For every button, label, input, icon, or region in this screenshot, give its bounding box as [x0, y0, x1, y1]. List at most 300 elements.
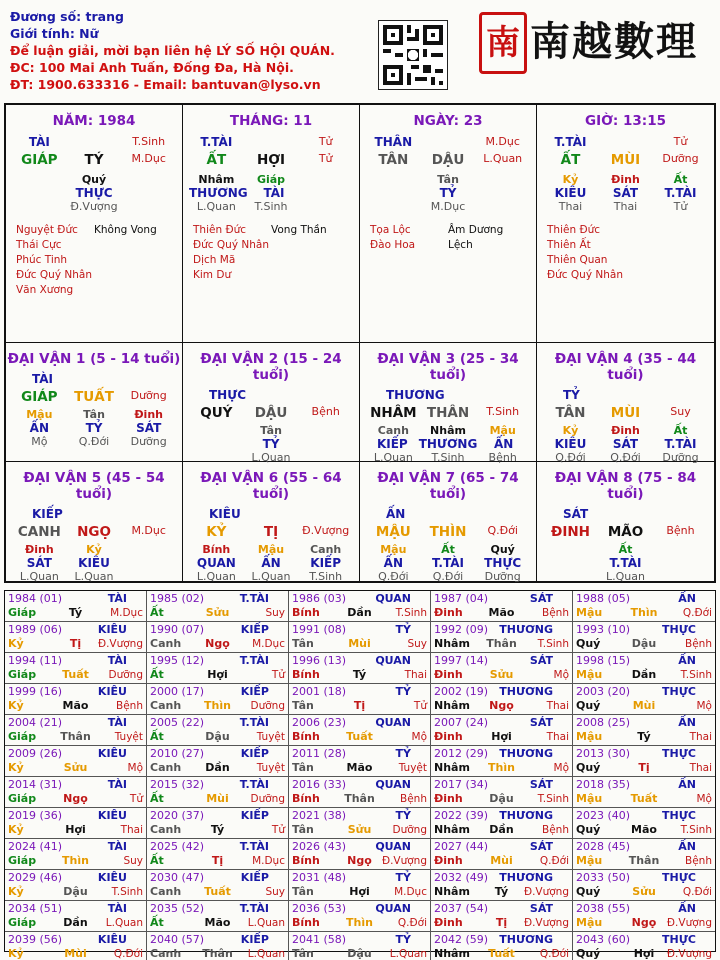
year-can: Nhâm: [434, 699, 470, 712]
hs-item: KIẾP: [376, 437, 408, 451]
year-cell: [289, 839, 431, 870]
hs-item: T.TÀI: [664, 186, 697, 200]
year-label: 2030 (47): [150, 871, 205, 884]
hf-item: L.Quan: [606, 570, 645, 583]
year-label: 2043 (60): [576, 933, 631, 946]
year-star: TỶ: [395, 747, 411, 760]
year-label: 2006 (23): [292, 716, 347, 729]
year-label: 1985 (02): [150, 592, 205, 605]
hs-item: KIÊU: [554, 437, 587, 451]
year-cell: [289, 870, 431, 901]
year-cell: [573, 870, 715, 901]
year-can: Canh: [150, 699, 182, 712]
year-label: 2008 (25): [576, 716, 631, 729]
can-item: GIÁP: [21, 389, 58, 405]
year-label: 2009 (26): [8, 747, 63, 760]
year-pillar: [576, 606, 712, 620]
year-phase: Đ.Vượng: [97, 638, 143, 650]
year-can: Quý: [576, 885, 601, 898]
row-hidden: [537, 173, 714, 186]
star-item: Dịch Mã: [193, 254, 236, 266]
dai-van-cell: [6, 462, 183, 581]
hs-item: THƯƠNG: [189, 186, 248, 200]
year-cell: [5, 591, 147, 622]
hidden-item: Mậu: [380, 543, 407, 556]
year-phase: Thai: [689, 731, 712, 743]
year-label: 2028 (45): [576, 840, 631, 853]
row-hs: [6, 186, 182, 200]
year-star: T.TÀI: [239, 592, 269, 605]
year-phase: T.Sinh: [680, 824, 712, 836]
year-label: 1991 (08): [292, 623, 347, 636]
year-star: QUAN: [375, 716, 411, 729]
dai-van-star: ẤN: [386, 507, 406, 521]
year-can: Giáp: [8, 916, 37, 929]
row-hidden: [360, 543, 536, 556]
row-hs: [183, 186, 359, 200]
hs-item: [366, 186, 421, 200]
year-chi: Tị: [211, 854, 224, 867]
year-star: TỶ: [395, 685, 411, 698]
row-hs: [537, 186, 714, 200]
row-hf: [537, 570, 714, 583]
row-top: [537, 135, 714, 149]
annual-timeline-table: [4, 590, 716, 960]
year-chi: Hợi: [207, 668, 228, 681]
hf-item: Dưỡng: [130, 435, 167, 448]
dai-van-star: KIÊU: [209, 507, 241, 521]
hs-item: THƯƠNG: [418, 437, 478, 451]
year-label: 2018 (35): [576, 778, 631, 791]
dai-van-title: ĐẠI VẬN 6 (55 - 64 tuổi): [200, 470, 342, 502]
year-pillar: [434, 761, 569, 775]
year-cell: [5, 839, 147, 870]
year-pillar: [150, 668, 285, 682]
year-chi: Tý: [637, 730, 651, 743]
pillar-title: THÁNG: 11: [229, 113, 313, 129]
hidden-item: Mậu: [489, 424, 516, 437]
year-phase: Dưỡng: [108, 669, 143, 681]
year-star: KIẾP: [240, 623, 269, 636]
year-chi: Tý: [210, 823, 225, 836]
year-phase: Q.Đới: [113, 948, 143, 960]
can-item: DẬU: [431, 152, 465, 168]
stars-left: [370, 223, 448, 253]
hs-item: SÁT: [136, 421, 162, 435]
hf-item: L.Quan: [19, 570, 59, 583]
year-pillar: [150, 823, 285, 837]
year-cell: [147, 591, 289, 622]
top-item: [67, 135, 122, 149]
year-chi: Hợi: [65, 823, 86, 836]
row-top: [6, 135, 182, 149]
row-can: [360, 405, 536, 421]
year-label: 2024 (41): [8, 840, 63, 853]
can-item: Q.Đới: [487, 524, 518, 537]
year-header: [8, 592, 143, 606]
year-phase: Bệnh: [542, 824, 569, 836]
dai-van-title: ĐẠI VẬN 8 (75 - 84 tuổi): [554, 470, 697, 502]
year-cell: [289, 715, 431, 746]
year-can: Nhâm: [434, 885, 470, 898]
year-label: 2034 (51): [8, 902, 63, 915]
year-star: THỰC: [662, 747, 696, 760]
year-pillar: [292, 792, 427, 806]
top-item: THÂN: [374, 135, 413, 149]
can-item: Tử: [318, 152, 333, 165]
year-can: Mậu: [576, 854, 603, 867]
hf-item: T.Sinh: [431, 451, 465, 464]
year-header: [292, 840, 427, 854]
year-chi: Mùi: [64, 947, 87, 960]
year-chi: Dần: [489, 823, 514, 836]
year-can: Tân: [292, 947, 314, 960]
row-can: [6, 389, 182, 405]
year-chi: Mão: [62, 699, 89, 712]
year-phase: Thai: [546, 700, 569, 712]
year-can: Giáp: [8, 792, 37, 805]
year-cell: [573, 715, 715, 746]
star-item: Thiên Đức: [193, 224, 247, 236]
year-star: T.TÀI: [239, 840, 269, 853]
year-can: Bính: [292, 606, 320, 619]
year-chi: Tị: [69, 637, 82, 650]
can-item: THÌN: [429, 524, 467, 540]
year-star: QUAN: [375, 840, 411, 853]
year-pillar: [292, 606, 427, 620]
hf-item: L.Quan: [196, 570, 236, 583]
year-chi: Mão: [346, 761, 373, 774]
hidden-item: Canh: [310, 543, 342, 556]
year-chi: Tý: [494, 885, 509, 898]
can-item: TÂN: [555, 405, 586, 421]
year-star: ẤN: [678, 592, 696, 605]
year-can: Giáp: [8, 606, 37, 619]
hf-item: L.Quan: [251, 451, 291, 464]
year-pillar: [576, 699, 712, 713]
hidden-item: [121, 543, 176, 556]
year-chi: Dần: [631, 668, 657, 681]
top-item: Tử: [673, 135, 688, 148]
year-chi: Tuất: [62, 668, 89, 681]
year-star: ẤN: [678, 654, 696, 667]
gender: Giới tính: Nữ: [10, 26, 99, 41]
year-chi: Dần: [63, 916, 88, 929]
hidden-item: [298, 173, 353, 186]
phone-email: ĐT: 1900.633316 - Email: bantuvan@lyso.vn: [10, 77, 321, 92]
year-chi: Dậu: [205, 730, 230, 743]
contact-invite: Để luận giải, mời bạn liên hệ LÝ SỐ HỘI QUÁN.: [10, 43, 335, 58]
year-header: [576, 902, 712, 916]
can-item: TÝ: [84, 152, 104, 168]
year-can: Ất: [150, 916, 164, 929]
year-can: Mậu: [576, 606, 603, 619]
can-item: ẤT: [206, 152, 227, 168]
year-star: THỰC: [662, 623, 696, 636]
year-can: Tân: [292, 637, 314, 650]
hf-item: Thai: [558, 200, 583, 213]
top-item: TÀI: [28, 135, 50, 149]
year-phase: Dưỡng: [392, 824, 427, 836]
year-star: T.TÀI: [239, 778, 269, 791]
seal-logo: 南: [479, 12, 527, 74]
year-cell: [5, 684, 147, 715]
year-label: 1987 (04): [434, 592, 489, 605]
hs-item: T.TÀI: [664, 437, 697, 451]
hf-item: Đ.Vượng: [70, 200, 118, 213]
dai-van-cell: [6, 343, 183, 462]
year-cell: [431, 870, 573, 901]
can-item: MẬU: [375, 524, 411, 540]
year-label: 2021 (38): [292, 809, 347, 822]
qr-code[interactable]: [378, 20, 448, 90]
hs-item: TÀI: [263, 186, 285, 200]
year-header: [292, 747, 427, 761]
year-header: [8, 809, 143, 823]
year-pillar: [434, 668, 569, 682]
year-label: 2025 (42): [150, 840, 205, 853]
hf-item: L.Quan: [251, 570, 291, 583]
year-chi: Sửu: [347, 823, 372, 836]
year-chi: Sửu: [489, 668, 514, 681]
year-label: 1999 (16): [8, 685, 63, 698]
year-label: 1996 (13): [292, 654, 347, 667]
year-phase: Tử: [129, 793, 143, 805]
year-label: 2023 (40): [576, 809, 631, 822]
year-star: T.TÀI: [239, 654, 269, 667]
year-can: Tân: [292, 885, 314, 898]
row-hf: [537, 200, 714, 213]
year-phase: Mộ: [553, 762, 569, 774]
year-header: [150, 778, 285, 792]
year-cell: [5, 777, 147, 808]
year-cell: [147, 932, 289, 960]
year-pillar: [576, 916, 712, 930]
row-hidden: [537, 543, 714, 556]
hidden-item: Mậu: [26, 408, 53, 421]
can-item: TUẤT: [74, 389, 114, 405]
year-can: Đinh: [434, 854, 463, 867]
year-star: TÀI: [107, 654, 127, 667]
year-pillar: [434, 730, 569, 744]
year-phase: Suy: [265, 607, 285, 619]
year-chi: Dần: [347, 606, 372, 619]
year-pillar: [434, 854, 569, 868]
year-label: 2042 (59): [434, 933, 489, 946]
year-can: Nhâm: [434, 947, 470, 960]
year-label: 1993 (10): [576, 623, 631, 636]
year-chi: Thân: [202, 947, 233, 960]
row-hidden: [6, 408, 182, 421]
hidden-item: Giáp: [256, 173, 286, 186]
year-label: 2011 (28): [292, 747, 347, 760]
year-header: [292, 809, 427, 823]
year-star: QUAN: [375, 654, 411, 667]
year-chi: Sửu: [205, 606, 230, 619]
year-chi: Thìn: [488, 761, 515, 774]
hf-item: Bệnh: [488, 451, 517, 464]
hidden-item: Kỷ: [562, 424, 579, 437]
year-chi: Tuất: [346, 730, 373, 743]
year-can: Bính: [292, 792, 320, 805]
star-item: Thái Cực: [16, 239, 62, 251]
year-chi: Thìn: [62, 854, 89, 867]
year-pillar: [150, 761, 285, 775]
year-chi: Thìn: [204, 699, 231, 712]
year-star: THƯƠNG: [499, 933, 553, 946]
row-hidden: [6, 173, 182, 186]
pillar-cell: [183, 105, 360, 343]
hidden-item: [543, 543, 598, 556]
row-hf: [360, 200, 536, 213]
year-cell: [289, 777, 431, 808]
star-item: Nguyệt Đức: [16, 224, 78, 236]
year-cell: [5, 901, 147, 932]
year-label: 2037 (54): [434, 902, 489, 915]
year-star: THƯƠNG: [499, 871, 553, 884]
year-cell: [289, 591, 431, 622]
year-cell: [573, 839, 715, 870]
row-hidden: [360, 173, 536, 186]
year-phase: T.Sinh: [395, 607, 427, 619]
year-header: [150, 716, 285, 730]
year-pillar: [434, 637, 569, 651]
year-chi: Ngọ: [205, 637, 230, 650]
hs-item: SÁT: [612, 186, 639, 200]
year-header: [434, 685, 569, 699]
year-phase: Thai: [404, 669, 427, 681]
dai-van-cell: [183, 343, 360, 462]
year-label: 2000 (17): [150, 685, 205, 698]
row-hidden: [183, 543, 359, 556]
year-label: 2022 (39): [434, 809, 489, 822]
row-hs: [6, 421, 182, 435]
hidden-item: [475, 173, 530, 186]
hf-item: [653, 570, 708, 583]
hidden-item: Nhâm: [430, 424, 466, 437]
row-can: [183, 524, 359, 540]
year-star: SÁT: [529, 778, 553, 791]
year-phase: Q.Đới: [539, 855, 569, 867]
can-item: MÃO: [607, 524, 644, 540]
hs-item: [121, 186, 176, 200]
row-hidden: [183, 173, 359, 186]
dai-van-star: SÁT: [563, 507, 589, 521]
stars-left: [193, 223, 271, 283]
hs-item: KIÊU: [554, 186, 587, 200]
year-star: KIÊU: [97, 623, 127, 636]
hidden-item: Đinh: [134, 408, 163, 421]
year-chi: Sửu: [63, 761, 88, 774]
hs-item: [300, 186, 353, 200]
row-hf: [183, 200, 359, 213]
row-top: [183, 135, 359, 149]
year-cell: [573, 746, 715, 777]
address: ĐC: 100 Mai Anh Tuấn, Đống Đa, Hà Nội.: [10, 60, 294, 75]
year-star: TỶ: [395, 809, 411, 822]
year-header: [150, 747, 285, 761]
year-chi: Mùi: [632, 699, 656, 712]
year-phase: Q.Đới: [682, 607, 712, 619]
can-item: MÙI: [610, 152, 641, 168]
year-cell: [573, 808, 715, 839]
year-can: Tân: [292, 699, 314, 712]
dai-van-star: THỰC: [209, 388, 247, 402]
can-item: GIÁP: [21, 152, 58, 168]
year-cell: [431, 653, 573, 684]
top-item: T.TÀI: [200, 135, 233, 149]
year-phase: Tuyệt: [114, 731, 143, 743]
year-header: [434, 778, 569, 792]
row-can: [183, 405, 359, 421]
can-item: Bệnh: [666, 524, 695, 537]
year-phase: Đ.Vượng: [666, 948, 712, 960]
year-phase: L.Quan: [105, 917, 143, 929]
year-header: [434, 623, 569, 637]
year-header: [8, 716, 143, 730]
four-pillars-grid: [4, 103, 716, 583]
year-pillar: [8, 823, 143, 837]
row-can: [6, 524, 182, 540]
year-label: 2029 (46): [8, 871, 63, 884]
year-can: Quý: [576, 699, 601, 712]
year-phase: Đ.Vượng: [523, 917, 569, 929]
stars-right: [626, 223, 705, 283]
year-pillar: [576, 668, 712, 682]
hs-item: ẤN: [494, 437, 514, 451]
hf-item: Dưỡng: [662, 451, 699, 464]
year-phase: Bệnh: [116, 700, 143, 712]
year-can: Quý: [576, 947, 601, 960]
year-can: Ất: [150, 854, 164, 867]
year-can: Đinh: [434, 792, 463, 805]
year-label: 2003 (20): [576, 685, 631, 698]
year-pillar: [292, 854, 427, 868]
year-can: Nhâm: [434, 761, 470, 774]
hs-item: T.TÀI: [609, 556, 642, 570]
year-header: [434, 809, 569, 823]
star-item: Tọa Lộc: [370, 224, 411, 236]
year-cell: [573, 901, 715, 932]
star-item: Kim Dư: [193, 269, 232, 281]
dai-van-cell: [537, 462, 714, 581]
dai-van-title: ĐẠI VẬN 2 (15 - 24 tuổi): [200, 351, 342, 383]
year-chi: Thìn: [630, 606, 658, 619]
hidden-item: Ất: [673, 173, 688, 186]
year-cell: [5, 870, 147, 901]
hidden-item: [653, 543, 708, 556]
pillar-cell: [6, 105, 183, 343]
shen-sha-list: [6, 223, 182, 298]
row-hidden: [183, 424, 359, 437]
hf-item: L.Quan: [74, 570, 114, 583]
year-phase: T.Sinh: [680, 669, 712, 681]
year-header: [434, 933, 569, 947]
year-chi: Tị: [638, 761, 650, 774]
year-star: THƯƠNG: [499, 623, 553, 636]
hidden-item: Kỷ: [86, 543, 102, 556]
year-header: [150, 840, 285, 854]
year-can: Kỷ: [8, 823, 24, 836]
year-header: [576, 685, 712, 699]
year-star: SÁT: [529, 840, 553, 853]
year-cell: [289, 932, 431, 960]
hf-item: Dưỡng: [484, 570, 521, 583]
year-header: [8, 747, 143, 761]
hf-item: Tử: [673, 200, 688, 213]
year-header: [150, 685, 285, 699]
year-header: [8, 840, 143, 854]
